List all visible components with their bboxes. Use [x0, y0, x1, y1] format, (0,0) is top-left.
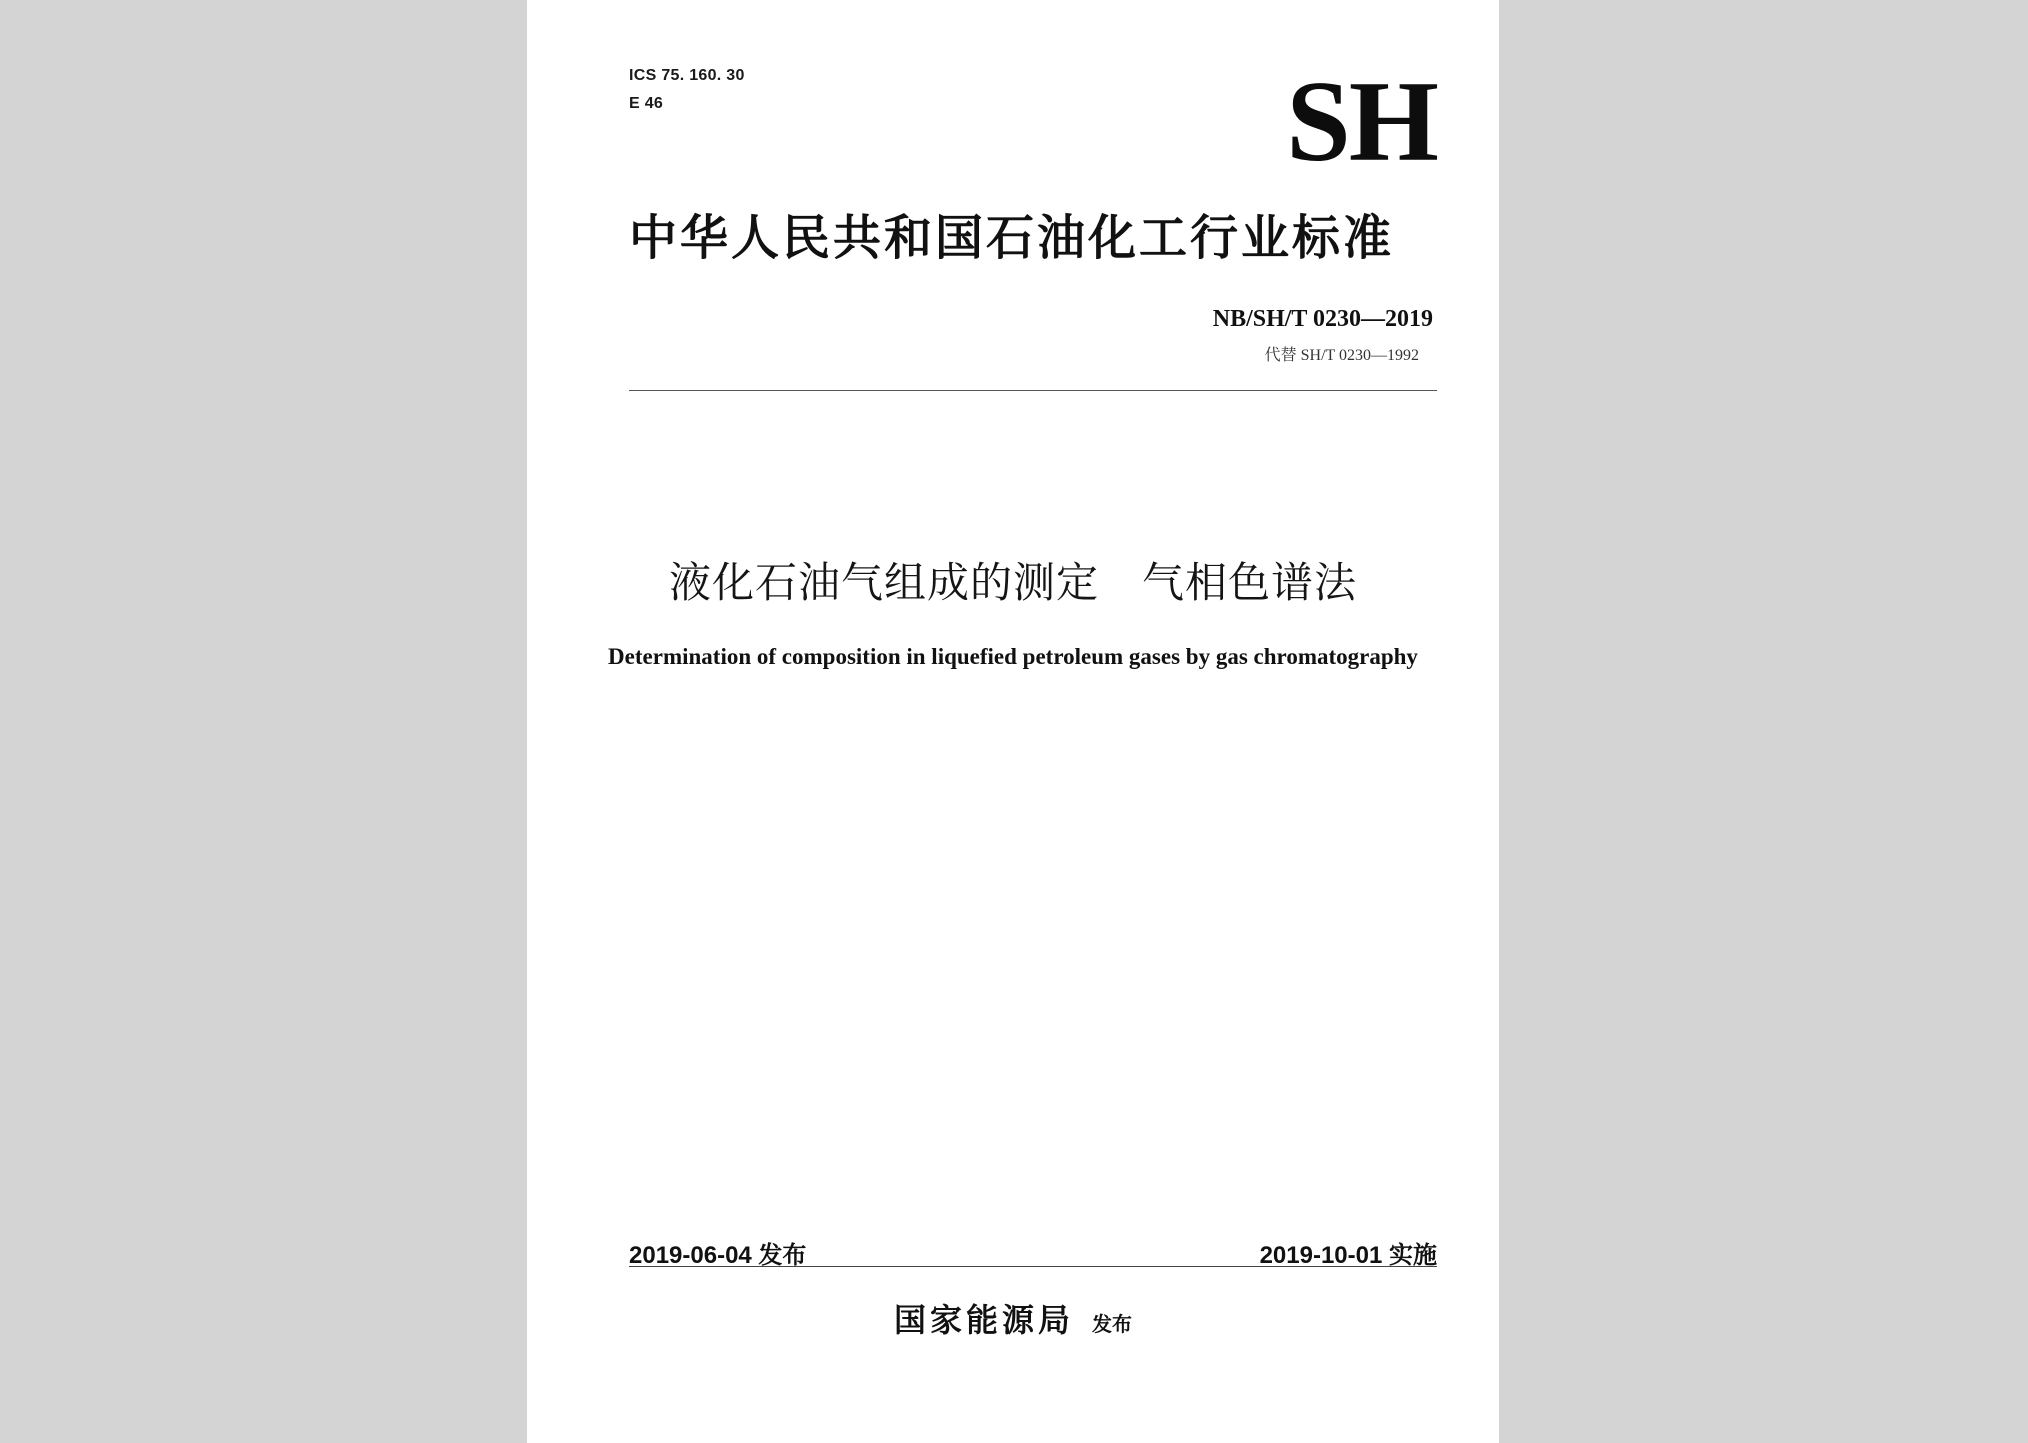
document-title-chinese: 液化石油气组成的测定 气相色谱法: [668, 558, 1357, 607]
issue-date: 2019-06-04 发布: [629, 1242, 807, 1269]
bottom-divider: [629, 1266, 1437, 1267]
ics-code: ICS 75. 160. 30: [629, 67, 745, 84]
top-divider: [629, 390, 1437, 391]
replaces-standard: 代替 SH/T 0230—1992: [1264, 347, 1419, 364]
ccs-code: E 46: [629, 95, 664, 112]
implementation-date: 2019-10-01 实施: [1259, 1242, 1437, 1269]
standard-category-title: 中华人民共和国石油化工行业标准: [629, 210, 1395, 266]
sh-logo: SH: [1286, 58, 1437, 186]
publisher-suffix: 发布: [1092, 1312, 1132, 1336]
publisher-line: [527, 1295, 1499, 1341]
standard-number: NB/SH/T 0230—2019: [1212, 306, 1433, 332]
document-title-english: Determination of composition in liquefied petroleum gases by gas chromatography: [608, 644, 1418, 669]
publisher-name: 国家能源局: [893, 1301, 1074, 1339]
document-page: [527, 0, 1499, 1443]
